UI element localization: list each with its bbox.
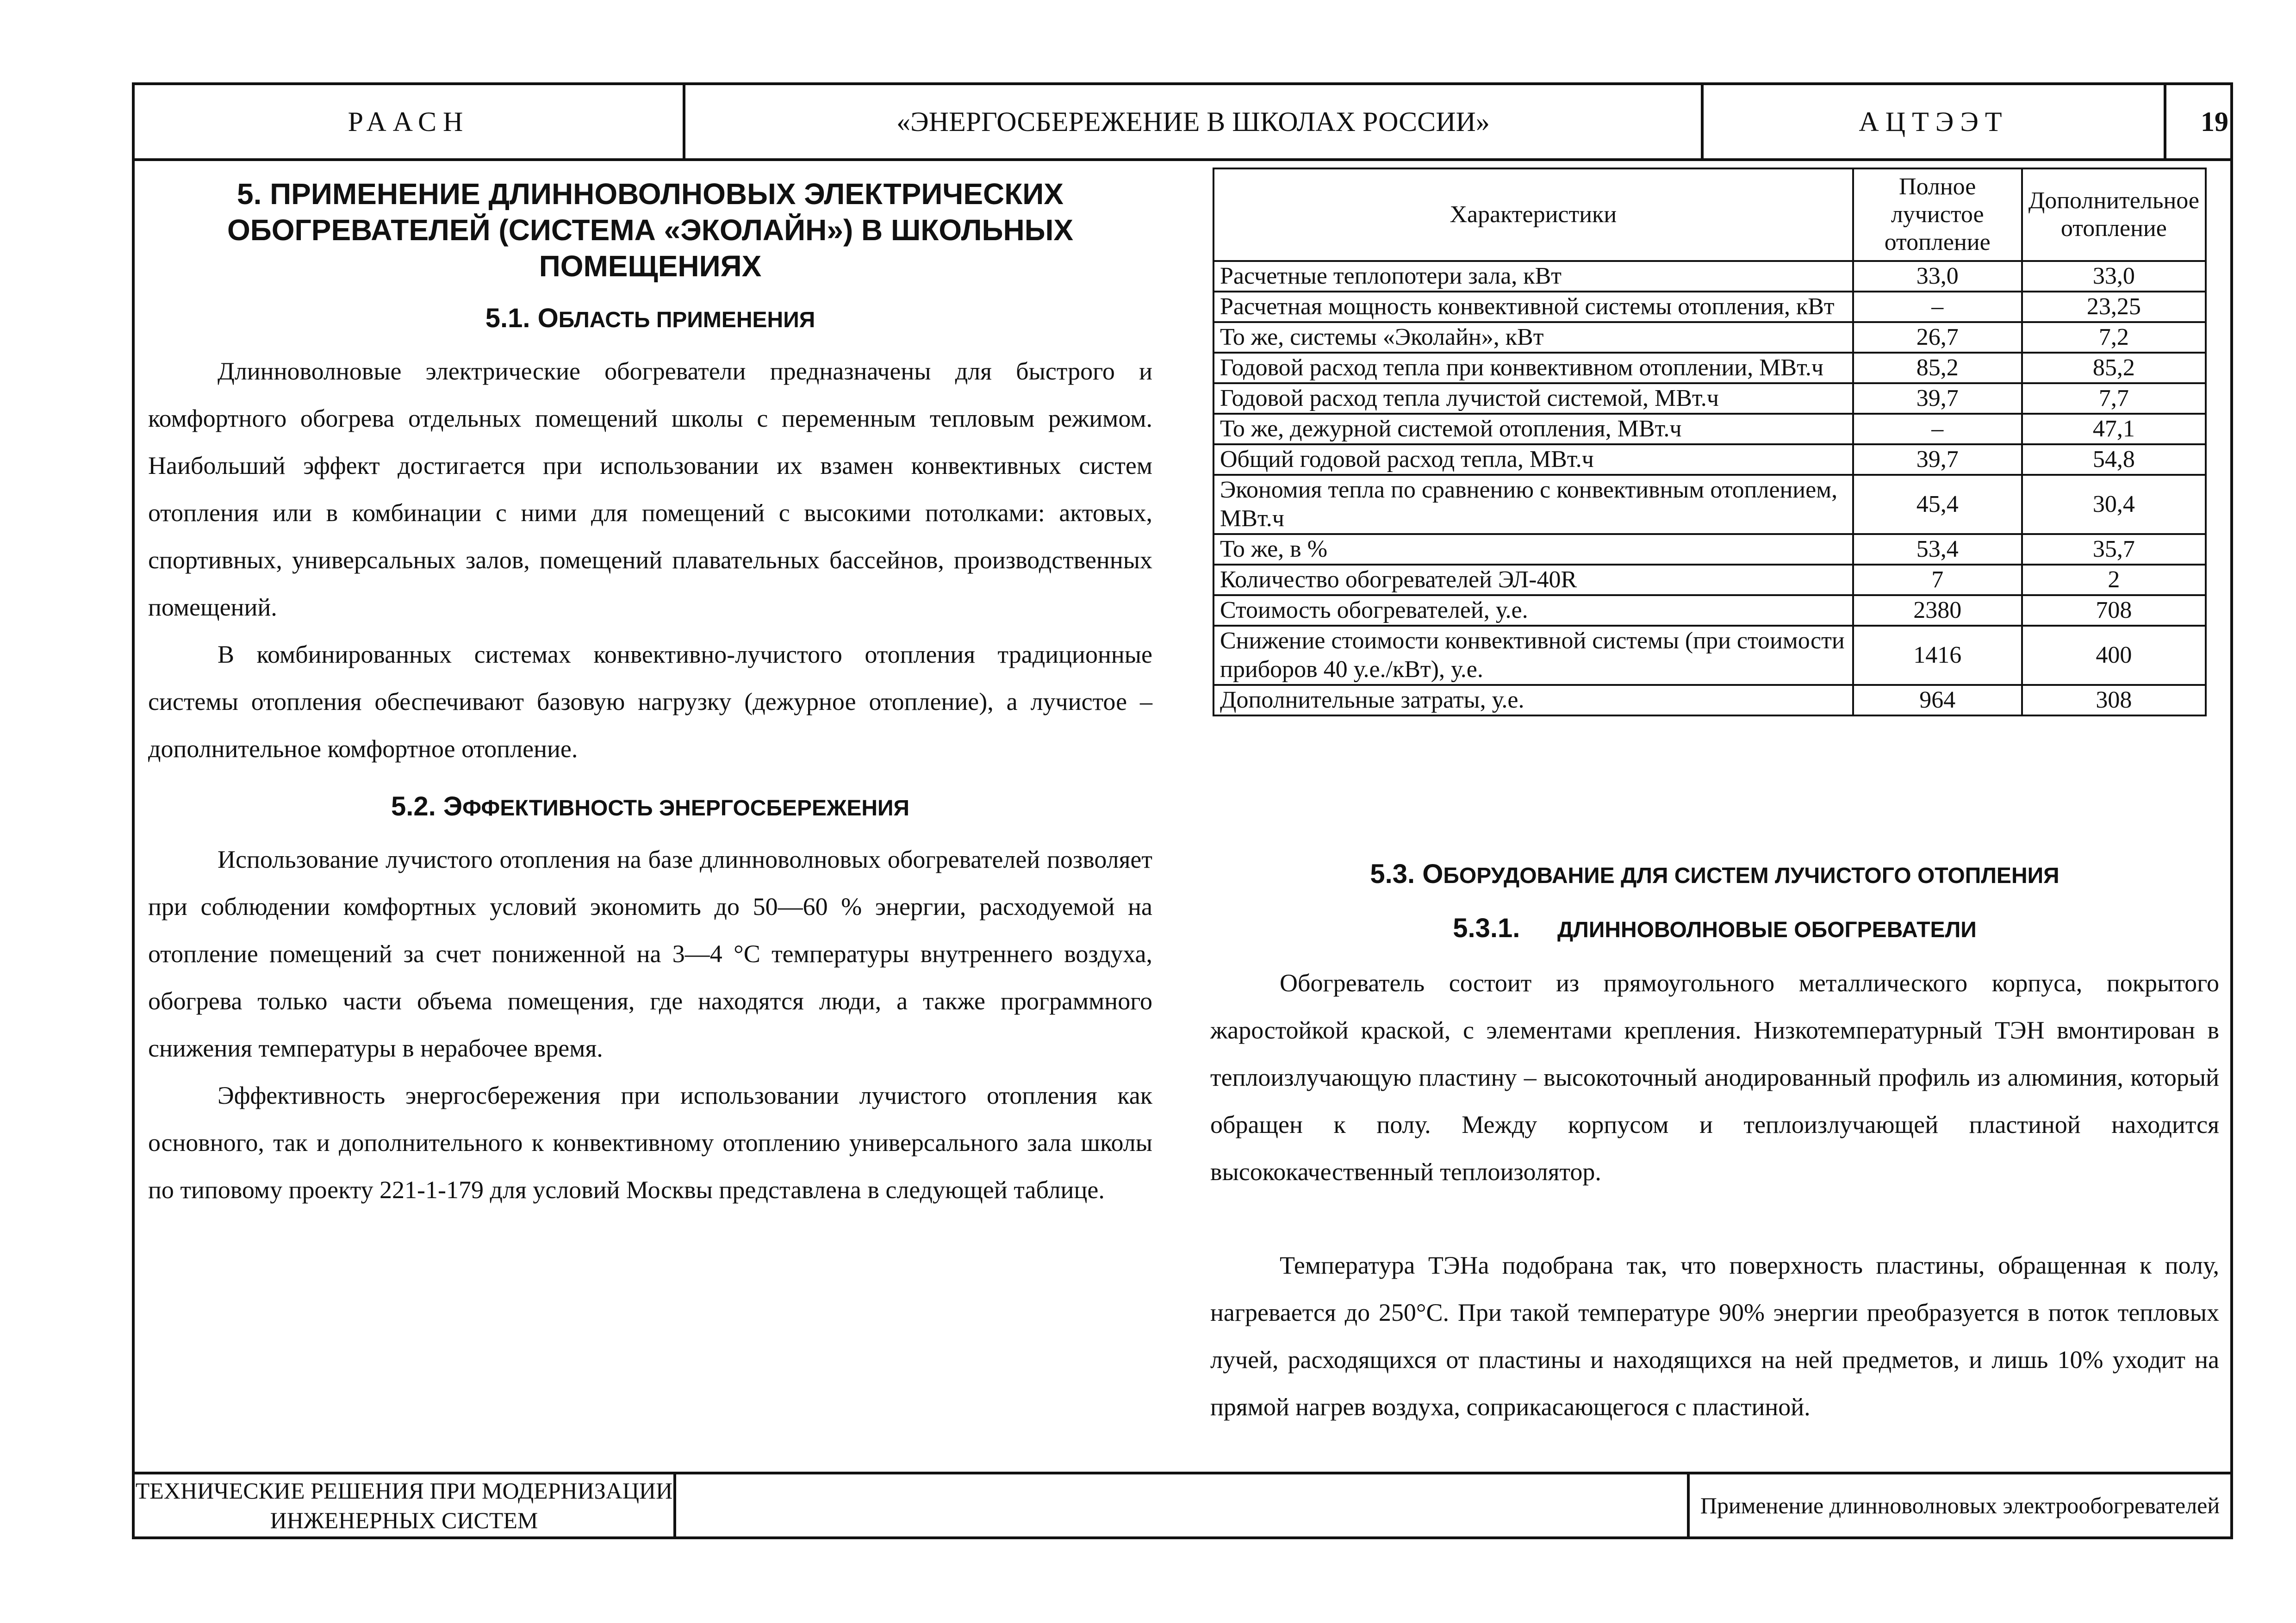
- row-label: Общий годовой расход тепла, МВт.ч: [1213, 444, 1853, 475]
- paragraph-6: Температура ТЭНа подобрана так, что поверхность пластины, обращенная к полу, нагревается до 250°С. При такой температуре 90% энергии преобразуется в поток тепловых лучей, расходящихся от пластины и находящихся на ней предметов, и лишь 10% уходит на прямой нагрев воздуха, соприкасающегося с пластиной.: [1210, 1251, 2219, 1421]
- row-add-value: 7,2: [2022, 322, 2206, 353]
- row-add-value: 30,4: [2022, 475, 2206, 534]
- row-label: Расчетная мощность конвективной системы отопления, кВт: [1213, 292, 1853, 322]
- row-full-value: 964: [1853, 685, 2022, 715]
- section-5-1-title: БЛАСТЬ ПРИМЕНЕНИЯ: [558, 308, 815, 332]
- table-row: [1213, 475, 2206, 534]
- row-label: То же, в %: [1213, 534, 1853, 565]
- chapter-title: 5. ПРИМЕНЕНИЕ ДЛИННОВОЛНОВЫХ ЭЛЕКТРИЧЕСКИХ ОБОГРЕВАТЕЛЕЙ (СИСТЕМА «ЭКОЛАЙН») В ШКОЛЬНЫХ ПОМЕЩЕНИЯХ: [227, 177, 1074, 283]
- header-additional: Дополнительное отопление: [2022, 168, 2206, 261]
- table-row: [1213, 261, 2206, 292]
- table-row: [1213, 292, 2206, 322]
- section-5-3-number: 5.3.: [1370, 859, 1415, 889]
- row-full-value: –: [1853, 414, 2022, 444]
- row-add-value: 400: [2022, 626, 2206, 685]
- row-label: Снижение стоимости конвективной системы (при стоимости приборов 40 у.е./кВт), у.е.: [1213, 626, 1853, 685]
- table-row: [1213, 383, 2206, 414]
- footer-section-title: Применение длинноволновых электрообогревателей: [1700, 1492, 2220, 1518]
- table-row: [1213, 353, 2206, 383]
- section-5-1-initial: О: [537, 303, 559, 333]
- section-5-2-number: 5.2.: [391, 791, 436, 821]
- row-full-value: 1416: [1853, 626, 2022, 685]
- table-row: [1213, 414, 2206, 444]
- footer-series-title: ТЕХНИЧЕСКИЕ РЕШЕНИЯ ПРИ МОДЕРНИЗАЦИИ ИНЖЕНЕРНЫХ СИСТЕМ: [135, 1474, 676, 1536]
- table-header-row: [1213, 168, 2206, 261]
- footer-middle: [676, 1474, 1690, 1536]
- row-add-value: 7,7: [2022, 383, 2206, 414]
- row-full-value: 7: [1853, 565, 2022, 595]
- row-full-value: 39,7: [1853, 444, 2022, 475]
- row-full-value: 33,0: [1853, 261, 2022, 292]
- page-header: [132, 82, 2233, 161]
- paragraph-4: Эффективность энергосбережения при использовании лучистого отопления как основного, так и дополнительного к конвективному отоплению универсального зала школы по типовому проекту 221-1-179 для условий Москвы представлена в следующей таблице.: [148, 1082, 1152, 1204]
- table-body: [1213, 261, 2206, 715]
- row-full-value: 53,4: [1853, 534, 2022, 565]
- row-add-value: 308: [2022, 685, 2206, 715]
- row-full-value: 85,2: [1853, 353, 2022, 383]
- row-add-value: 23,25: [2022, 292, 2206, 322]
- row-label: Расчетные теплопотери зала, кВт: [1213, 261, 1853, 292]
- section-5-1-heading: [148, 303, 1152, 334]
- efficiency-table: [1213, 168, 2207, 716]
- section-5-3-1-title: ДЛИННОВОЛНОВЫЕ ОБОГРЕВАТЕЛИ: [1557, 918, 1977, 942]
- table-row: [1213, 565, 2206, 595]
- row-label: Дополнительные затраты, у.е.: [1213, 685, 1853, 715]
- section-5-1-number: 5.1.: [485, 303, 530, 333]
- row-label: То же, дежурной системой отопления, МВт.ч: [1213, 414, 1853, 444]
- section-5-3-initial: О: [1422, 859, 1444, 889]
- row-full-value: –: [1853, 292, 2022, 322]
- row-add-value: 54,8: [2022, 444, 2206, 475]
- header-org: РААСН: [135, 85, 685, 158]
- table-row: [1213, 685, 2206, 715]
- right-column: [1210, 858, 2219, 1430]
- header-full-radiant: Полное лучистое отопление: [1853, 168, 2022, 261]
- header-title: «ЭНЕРГОСБЕРЕЖЕНИЕ В ШКОЛАХ РОССИИ»: [685, 85, 1704, 158]
- section-5-3-heading: [1210, 858, 2219, 889]
- table-row: [1213, 322, 2206, 353]
- row-add-value: 33,0: [2022, 261, 2206, 292]
- row-add-value: 708: [2022, 595, 2206, 626]
- section-5-2-heading: [148, 791, 1152, 822]
- header-characteristics: Характеристики: [1213, 168, 1853, 261]
- paragraph-5: Обогреватель состоит из прямоугольного металлического корпуса, покрытого жаростойкой краской, с элементами крепления. Низкотемпературный ТЭН вмонтирован в теплоизлучающую пластину – высокоточный анодированный профиль из алюминия, который обращен к полу. Между корпусом и теплоизлучающей пластиной находится высококачественный теплоизолятор.: [1210, 969, 2219, 1186]
- left-column: [148, 176, 1152, 1213]
- table-row: [1213, 595, 2206, 626]
- table-row: [1213, 534, 2206, 565]
- row-label: То же, системы «Эколайн», кВт: [1213, 322, 1853, 353]
- row-add-value: 2: [2022, 565, 2206, 595]
- paragraph-3: Использование лучистого отопления на базе длинноволновых обогревателей позволяет при соблюдении комфортных условий экономить до 50—60 % энергии, расходуемой на отопление помещений за счет пониженной на 3—4 °С температуры внутреннего воздуха, обогрева только части объема помещения, где находятся люди, а также программного снижения температуры в нерабочее время.: [148, 846, 1152, 1062]
- row-label: Годовой расход тепла лучистой системой, МВт.ч: [1213, 383, 1853, 414]
- paragraph-1: Длинноволновые электрические обогреватели предназначены для быстрого и комфортного обогрева отдельных помещений школы с переменным тепловым режимом. Наибольший эффект достигается при использовании их взамен конвективных систем отопления или в комбинации с ними для помещений с высокими потолками: актовых, спортивных, универсальных залов, помещений плавательных бассейнов, производственных помещений.: [148, 357, 1152, 621]
- row-full-value: 39,7: [1853, 383, 2022, 414]
- row-label: Количество обогревателей ЭЛ-40R: [1213, 565, 1853, 595]
- row-label: Стоимость обогревателей, у.е.: [1213, 595, 1853, 626]
- row-label: Экономия тепла по сравнению с конвективным отоплением, МВт.ч: [1213, 475, 1853, 534]
- table-row: [1213, 626, 2206, 685]
- header-agency: АЦТЭЭТ: [1704, 85, 2166, 158]
- section-5-3-title: БОРУДОВАНИЕ ДЛЯ СИСТЕМ ЛУЧИСТОГО ОТОПЛЕНИЯ: [1443, 864, 2060, 888]
- row-full-value: 45,4: [1853, 475, 2022, 534]
- row-full-value: 2380: [1853, 595, 2022, 626]
- section-5-2-title: ФФЕКТИВНОСТЬ ЭНЕРГОСБЕРЕЖЕНИЯ: [462, 796, 910, 821]
- page-footer: [132, 1472, 2233, 1539]
- row-add-value: 35,7: [2022, 534, 2206, 565]
- table-row: [1213, 444, 2206, 475]
- paragraph-2: В комбинированных системах конвективно-лучистого отопления традиционные системы отопления обеспечивают базовую нагрузку (дежурное отопление), а лучистое – дополнительное комфортное отопление.: [148, 640, 1152, 763]
- row-full-value: 26,7: [1853, 322, 2022, 353]
- page-number: 19: [2201, 106, 2228, 137]
- row-add-value: 85,2: [2022, 353, 2206, 383]
- row-add-value: 47,1: [2022, 414, 2206, 444]
- section-5-2-initial: Э: [443, 791, 463, 821]
- section-5-3-1-number: 5.3.1.: [1453, 913, 1520, 943]
- row-label: Годовой расход тепла при конвективном отоплении, МВт.ч: [1213, 353, 1853, 383]
- section-5-3-1-heading: [1210, 913, 2219, 944]
